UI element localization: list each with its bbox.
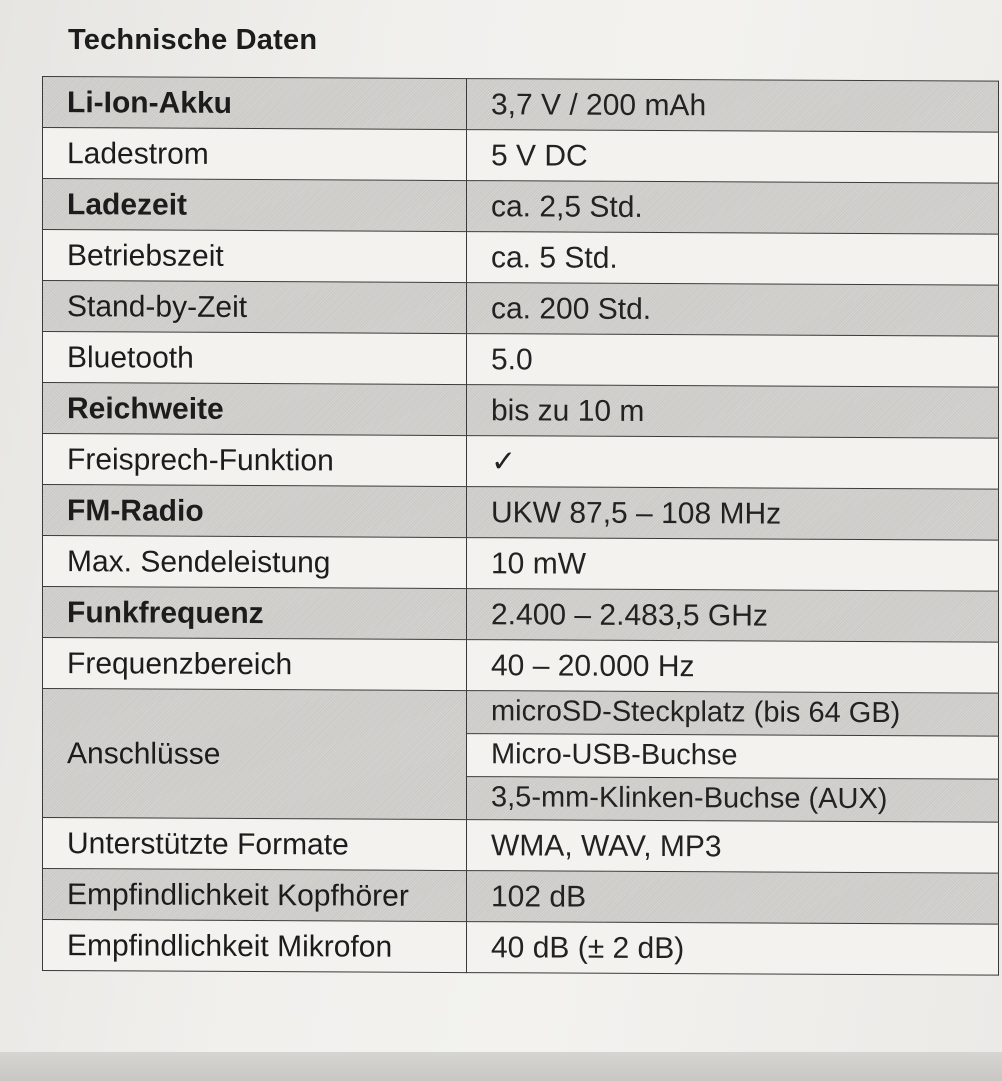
spec-value: ca. 2,5 Std. [467, 181, 999, 235]
spec-value: 3,7 V / 200 mAh [467, 79, 999, 133]
spec-label: Frequenzbereich [43, 638, 467, 691]
spec-label: Betriebszeit [43, 230, 467, 283]
spec-label: Bluetooth [43, 332, 467, 385]
spec-label: Unterstützte Formate [43, 818, 467, 871]
spec-value: 10 mW [467, 538, 999, 592]
spec-row-formats [43, 818, 999, 874]
spec-label: Max. Sendeleistung [43, 536, 467, 589]
spec-value: ca. 5 Std. [467, 232, 999, 286]
spec-label: Li-Ion-Akku [43, 77, 467, 130]
spec-value: bis zu 10 m [467, 385, 999, 439]
spec-value: 5 V DC [467, 130, 999, 184]
spec-row-charging-time [43, 179, 999, 235]
spec-row-range [43, 383, 999, 439]
spec-label: Funkfrequenz [43, 587, 467, 640]
spec-row-battery [43, 77, 999, 133]
spec-value: 102 dB [467, 871, 999, 925]
spec-value: 2.400 – 2.483,5 GHz [467, 589, 999, 643]
spec-row-radio-frequency [43, 587, 999, 643]
spec-row-mic-sensitivity [43, 920, 999, 976]
spec-value-usb: Micro-USB-Buchse [467, 734, 999, 780]
spec-row-operating-time [43, 230, 999, 286]
spec-row-bluetooth [43, 332, 999, 388]
spec-value: 40 dB (± 2 dB) [467, 922, 999, 976]
spec-label: Stand-by-Zeit [43, 281, 467, 334]
page-edge [0, 1052, 1002, 1081]
spec-label: Freisprech-Funktion [43, 434, 467, 487]
spec-value: 40 – 20.000 Hz [467, 640, 999, 694]
spec-label: Anschlüsse [43, 689, 467, 820]
spec-label: Ladezeit [43, 179, 467, 232]
spec-value-aux: 3,5-mm-Klinken-Buchse (AUX) [467, 777, 999, 823]
spec-row-standby-time [43, 281, 999, 337]
spec-value: WMA, WAV, MP3 [467, 820, 999, 874]
spec-value: ca. 200 Std. [467, 283, 999, 337]
spec-row-handsfree [43, 434, 999, 490]
spec-value: UKW 87,5 – 108 MHz [467, 487, 999, 541]
spec-label: Ladestrom [43, 128, 467, 181]
page-title: Technische Daten [68, 24, 318, 56]
spec-row-frequency-range [43, 638, 999, 694]
spec-row-headphone-sensitivity [43, 869, 999, 925]
spec-value: 5.0 [467, 334, 999, 388]
spec-label: Empfindlichkeit Mikrofon [43, 920, 467, 973]
spec-row-charging-current [43, 128, 999, 184]
spec-value-microsd: microSD-Steckplatz (bis 64 GB) [467, 691, 999, 737]
spec-row-fm-radio [43, 485, 999, 541]
specs-table [42, 76, 999, 976]
spec-row-transmit-power [43, 536, 999, 592]
spec-label: Reichweite [43, 383, 467, 436]
spec-label: Empfindlichkeit Kopfhörer [43, 869, 467, 922]
check-icon: ✓ [467, 436, 999, 490]
spec-row-ports [43, 689, 999, 737]
spec-label: FM-Radio [43, 485, 467, 538]
